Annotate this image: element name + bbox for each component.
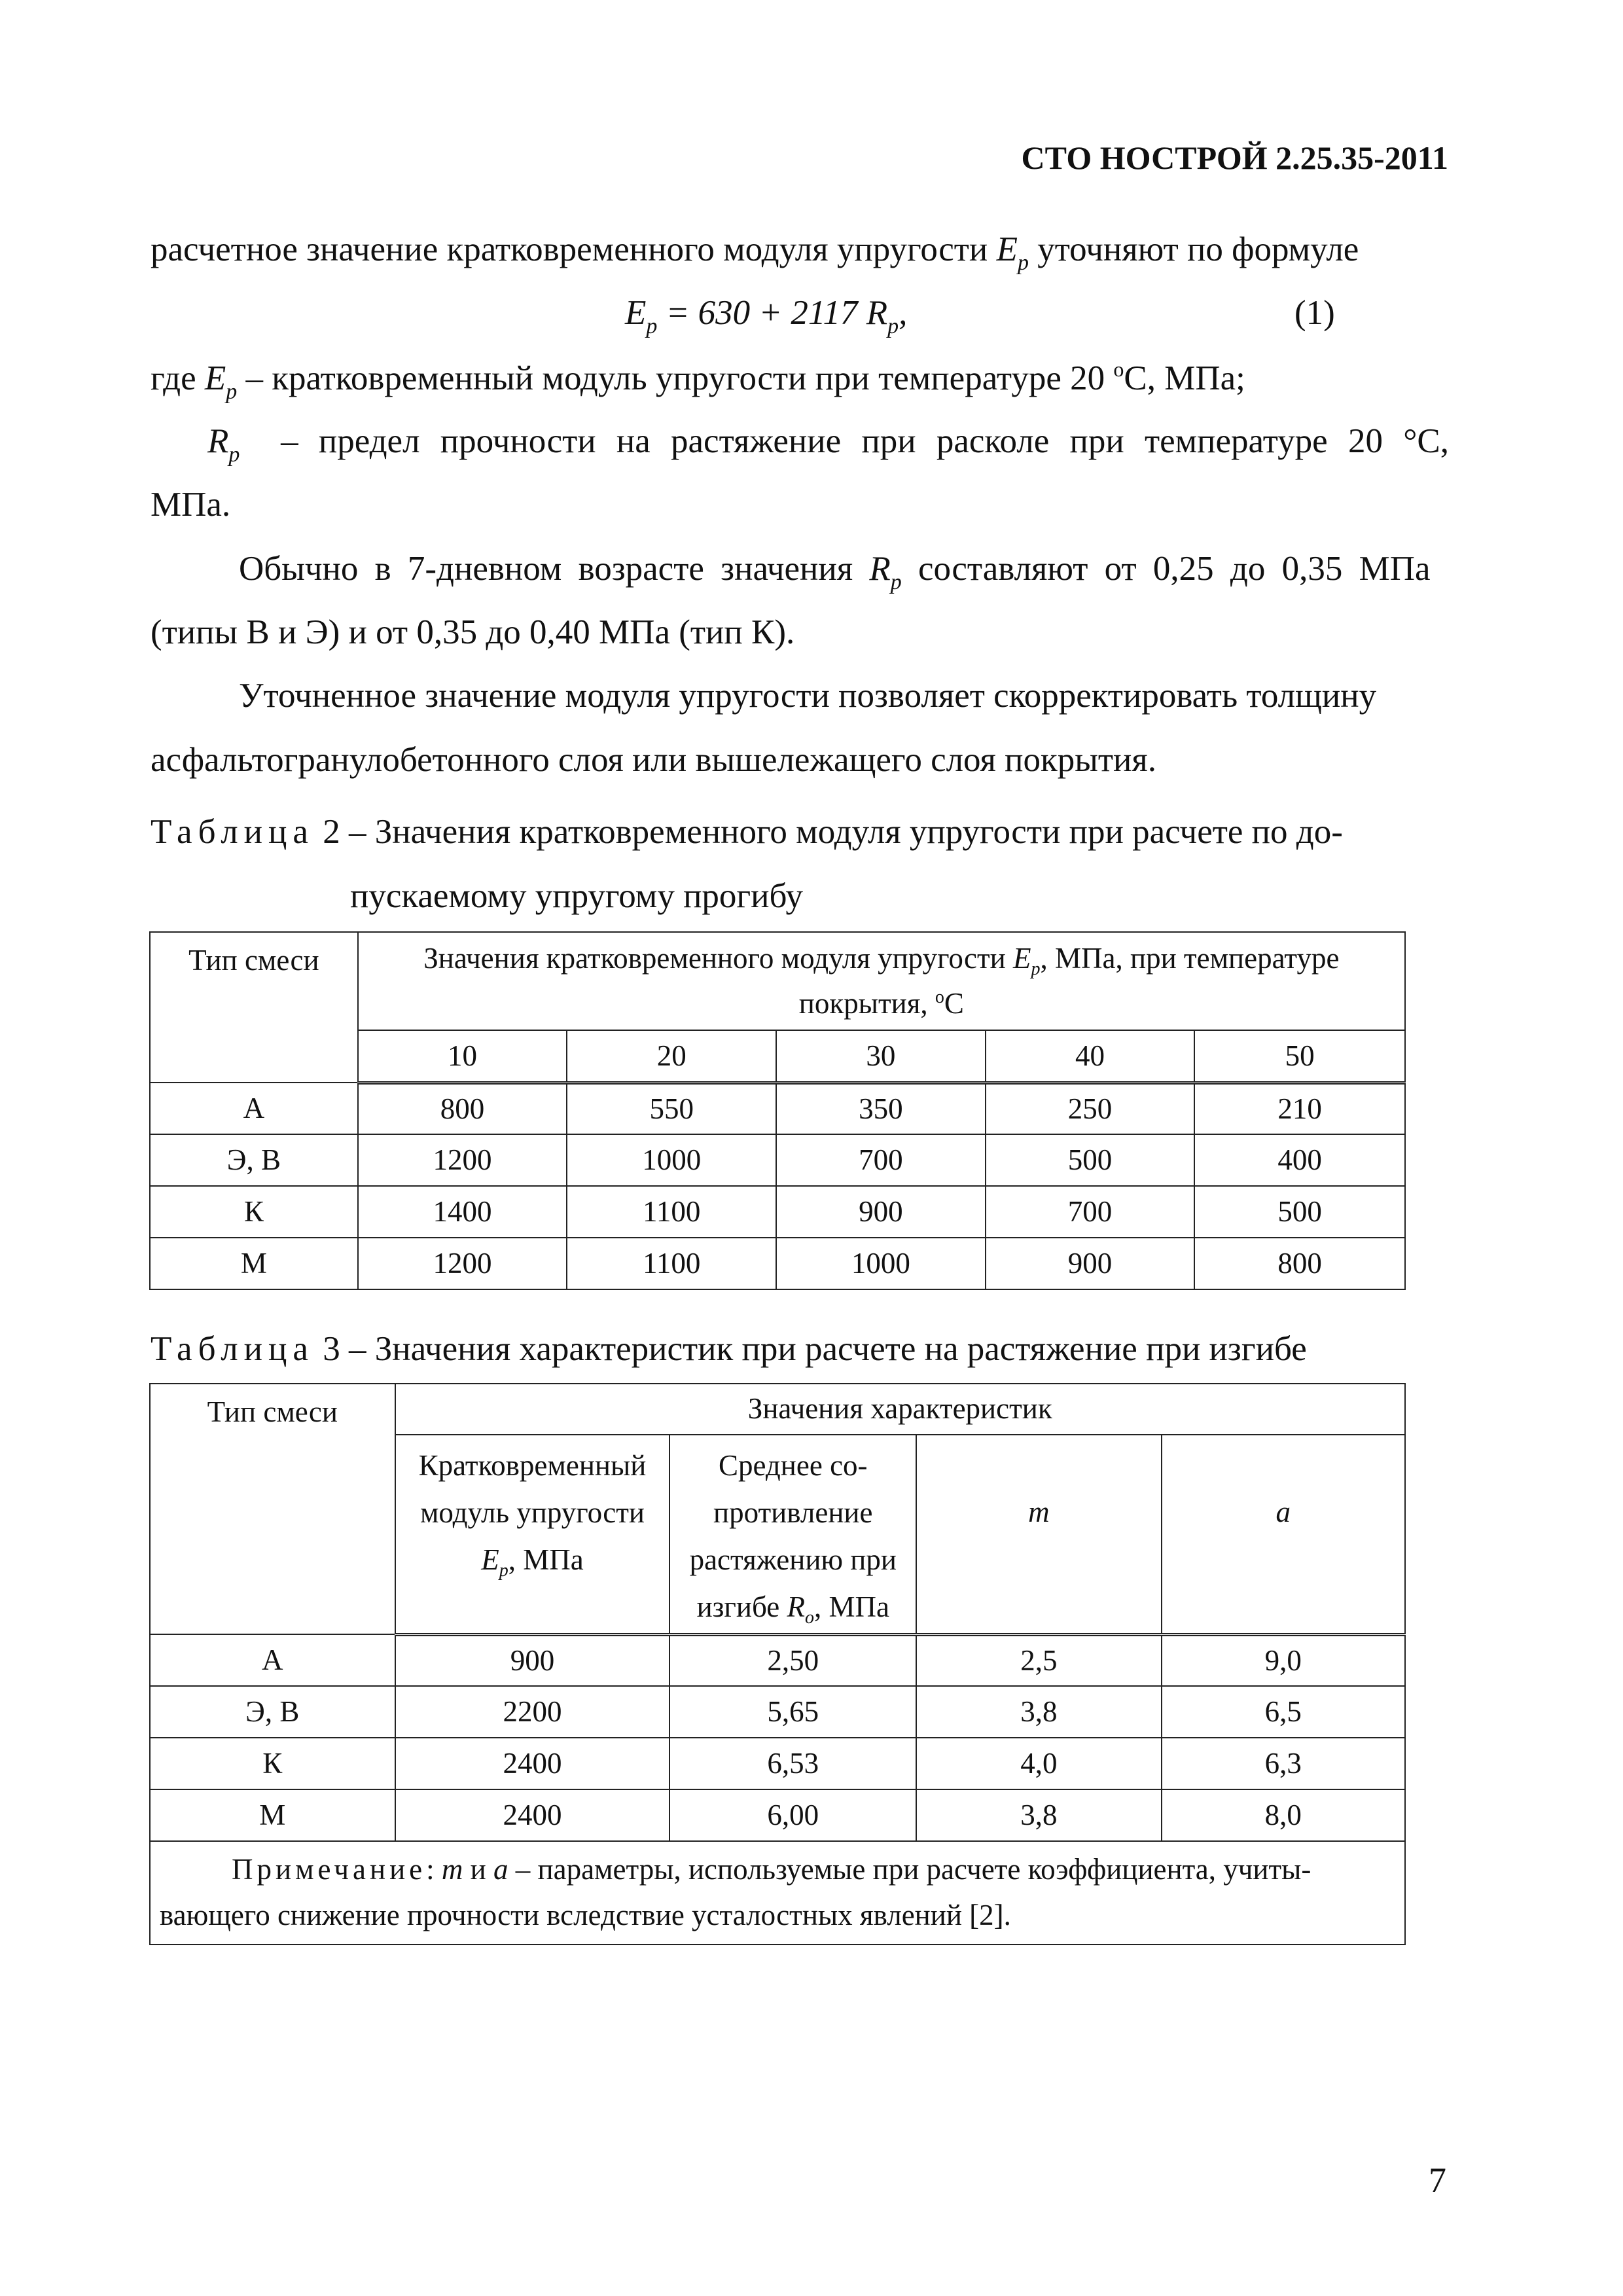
table-cell: 250 bbox=[986, 1083, 1195, 1134]
table-cell: 900 bbox=[395, 1634, 670, 1686]
table2-caption: Таблица 2 – Значения кратковременного модуля упругости при расчете по до- bbox=[151, 813, 1343, 851]
table2-temp-col: 20 bbox=[567, 1030, 776, 1083]
table-cell: 2400 bbox=[395, 1738, 670, 1789]
table3-note: Примечание: m и a – параметры, используемые при расчете коэффициента, учиты- вающего снижение прочности вследствие усталостных явлений [2]. bbox=[150, 1841, 1405, 1945]
table-cell: 1100 bbox=[567, 1186, 776, 1238]
table-cell: 700 bbox=[776, 1134, 986, 1186]
table3-header-m: m bbox=[916, 1435, 1161, 1634]
paragraph-typical-values-end: (типы В и Э) и от 0,35 до 0,40 МПа (тип К). bbox=[151, 613, 795, 651]
table2 bbox=[149, 931, 1406, 1290]
table-cell: 2200 bbox=[395, 1686, 670, 1738]
table-cell: 6,53 bbox=[669, 1738, 916, 1789]
formula: $E_p = 630 + 2117$ $R_p$, bbox=[625, 294, 908, 338]
table-cell: Э, В bbox=[150, 1134, 358, 1186]
table-cell: А bbox=[150, 1083, 358, 1134]
table-cell: 350 bbox=[776, 1083, 986, 1134]
table-cell: 1100 bbox=[567, 1238, 776, 1289]
table-cell: 6,3 bbox=[1162, 1738, 1405, 1789]
table-cell: 1200 bbox=[358, 1134, 567, 1186]
table-cell: К bbox=[150, 1186, 358, 1238]
table-row bbox=[150, 1186, 1405, 1238]
table2-temp-col: 40 bbox=[986, 1030, 1195, 1083]
paragraph-typical-values: Обычно в 7-дневном возрасте значения $R_p$ составляют от 0,25 до 0,35 МПа bbox=[239, 550, 1431, 594]
table2-caption-line2: пускаемому упругому прогибу bbox=[350, 877, 803, 915]
table-cell: К bbox=[150, 1738, 395, 1789]
table3-caption: Таблица 3 – Значения характеристик при расчете на растяжение при изгибе bbox=[151, 1330, 1307, 1368]
table-cell: А bbox=[150, 1634, 395, 1686]
where-line-unit: МПа. bbox=[151, 486, 231, 524]
where-line-ep: где $E_p$ – кратковременный модуль упругости при температуре 20 $^о$С, МПа; bbox=[151, 357, 1245, 404]
table-cell: 6,5 bbox=[1162, 1686, 1405, 1738]
table-cell: 210 bbox=[1194, 1083, 1405, 1134]
table3-header-group: Значения характеристик bbox=[395, 1384, 1405, 1435]
table-cell: 8,0 bbox=[1162, 1789, 1405, 1841]
table2-temp-col: 30 bbox=[776, 1030, 986, 1083]
table-cell: 3,8 bbox=[916, 1789, 1161, 1841]
table-cell: 5,65 bbox=[669, 1686, 916, 1738]
paragraph-refined-value: Уточненное значение модуля упругости позволяет скорректировать толщину bbox=[239, 677, 1377, 715]
document-code-header: СТО НОСТРОЙ 2.25.35-2011 bbox=[1021, 139, 1448, 176]
formula-number: (1) bbox=[1294, 294, 1335, 332]
table-row bbox=[150, 1789, 1405, 1841]
table-cell: 800 bbox=[358, 1083, 567, 1134]
table-row bbox=[150, 1134, 1405, 1186]
table2-header-mix-type: Тип смеси bbox=[150, 932, 358, 1083]
table-cell: М bbox=[150, 1238, 358, 1289]
table-row bbox=[150, 1238, 1405, 1289]
table3-header-resistance: Среднее со- противление растяжению при изгибе $R_o$, МПа bbox=[669, 1435, 916, 1634]
table-cell: 900 bbox=[776, 1186, 986, 1238]
table-cell: 900 bbox=[986, 1238, 1195, 1289]
table-cell: М bbox=[150, 1789, 395, 1841]
paragraph-intro: расчетное значение кратковременного модуля упругости $E_p$ уточняют по формуле bbox=[151, 230, 1359, 275]
table-cell: 9,0 bbox=[1162, 1634, 1405, 1686]
table-cell: 1000 bbox=[776, 1238, 986, 1289]
table-cell: 500 bbox=[1194, 1186, 1405, 1238]
table-row bbox=[150, 1634, 1405, 1686]
table-row bbox=[150, 1738, 1405, 1789]
paragraph-refined-value-end: асфальтогранулобетонного слоя или вышележащего слоя покрытия. bbox=[151, 741, 1157, 779]
table-cell: 800 bbox=[1194, 1238, 1405, 1289]
table3 bbox=[149, 1383, 1406, 1945]
table2-temp-col: 50 bbox=[1194, 1030, 1405, 1083]
table-cell: 2,5 bbox=[916, 1634, 1161, 1686]
table3-header-modulus: Кратковременный модуль упругости $E_p$, МПа bbox=[395, 1435, 670, 1634]
table2-temp-col: 10 bbox=[358, 1030, 567, 1083]
table-row bbox=[150, 1083, 1405, 1134]
where-line-rp: $R_p$ – предел прочности на растяжение при расколе при температуре 20 °С, bbox=[207, 422, 1449, 467]
page-number: 7 bbox=[1429, 2161, 1446, 2200]
table3-header-mix-type: Тип смеси bbox=[150, 1384, 395, 1634]
table-row bbox=[150, 1686, 1405, 1738]
table-cell: 6,00 bbox=[669, 1789, 916, 1841]
table3-header-a: a bbox=[1162, 1435, 1405, 1634]
table-cell: 3,8 bbox=[916, 1686, 1161, 1738]
table-cell: 550 bbox=[567, 1083, 776, 1134]
table-cell: 2,50 bbox=[669, 1634, 916, 1686]
table-cell: 700 bbox=[986, 1186, 1195, 1238]
table-cell: Э, В bbox=[150, 1686, 395, 1738]
table2-header-values: Значения кратковременного модуля упругости $E_p$, МПа, при температуре покрытия, $^о$С bbox=[358, 932, 1405, 1030]
table-cell: 2400 bbox=[395, 1789, 670, 1841]
table-cell: 1200 bbox=[358, 1238, 567, 1289]
table-cell: 400 bbox=[1194, 1134, 1405, 1186]
table-cell: 1400 bbox=[358, 1186, 567, 1238]
table-cell: 1000 bbox=[567, 1134, 776, 1186]
table-cell: 4,0 bbox=[916, 1738, 1161, 1789]
table-cell: 500 bbox=[986, 1134, 1195, 1186]
table3-note-row bbox=[150, 1841, 1405, 1945]
